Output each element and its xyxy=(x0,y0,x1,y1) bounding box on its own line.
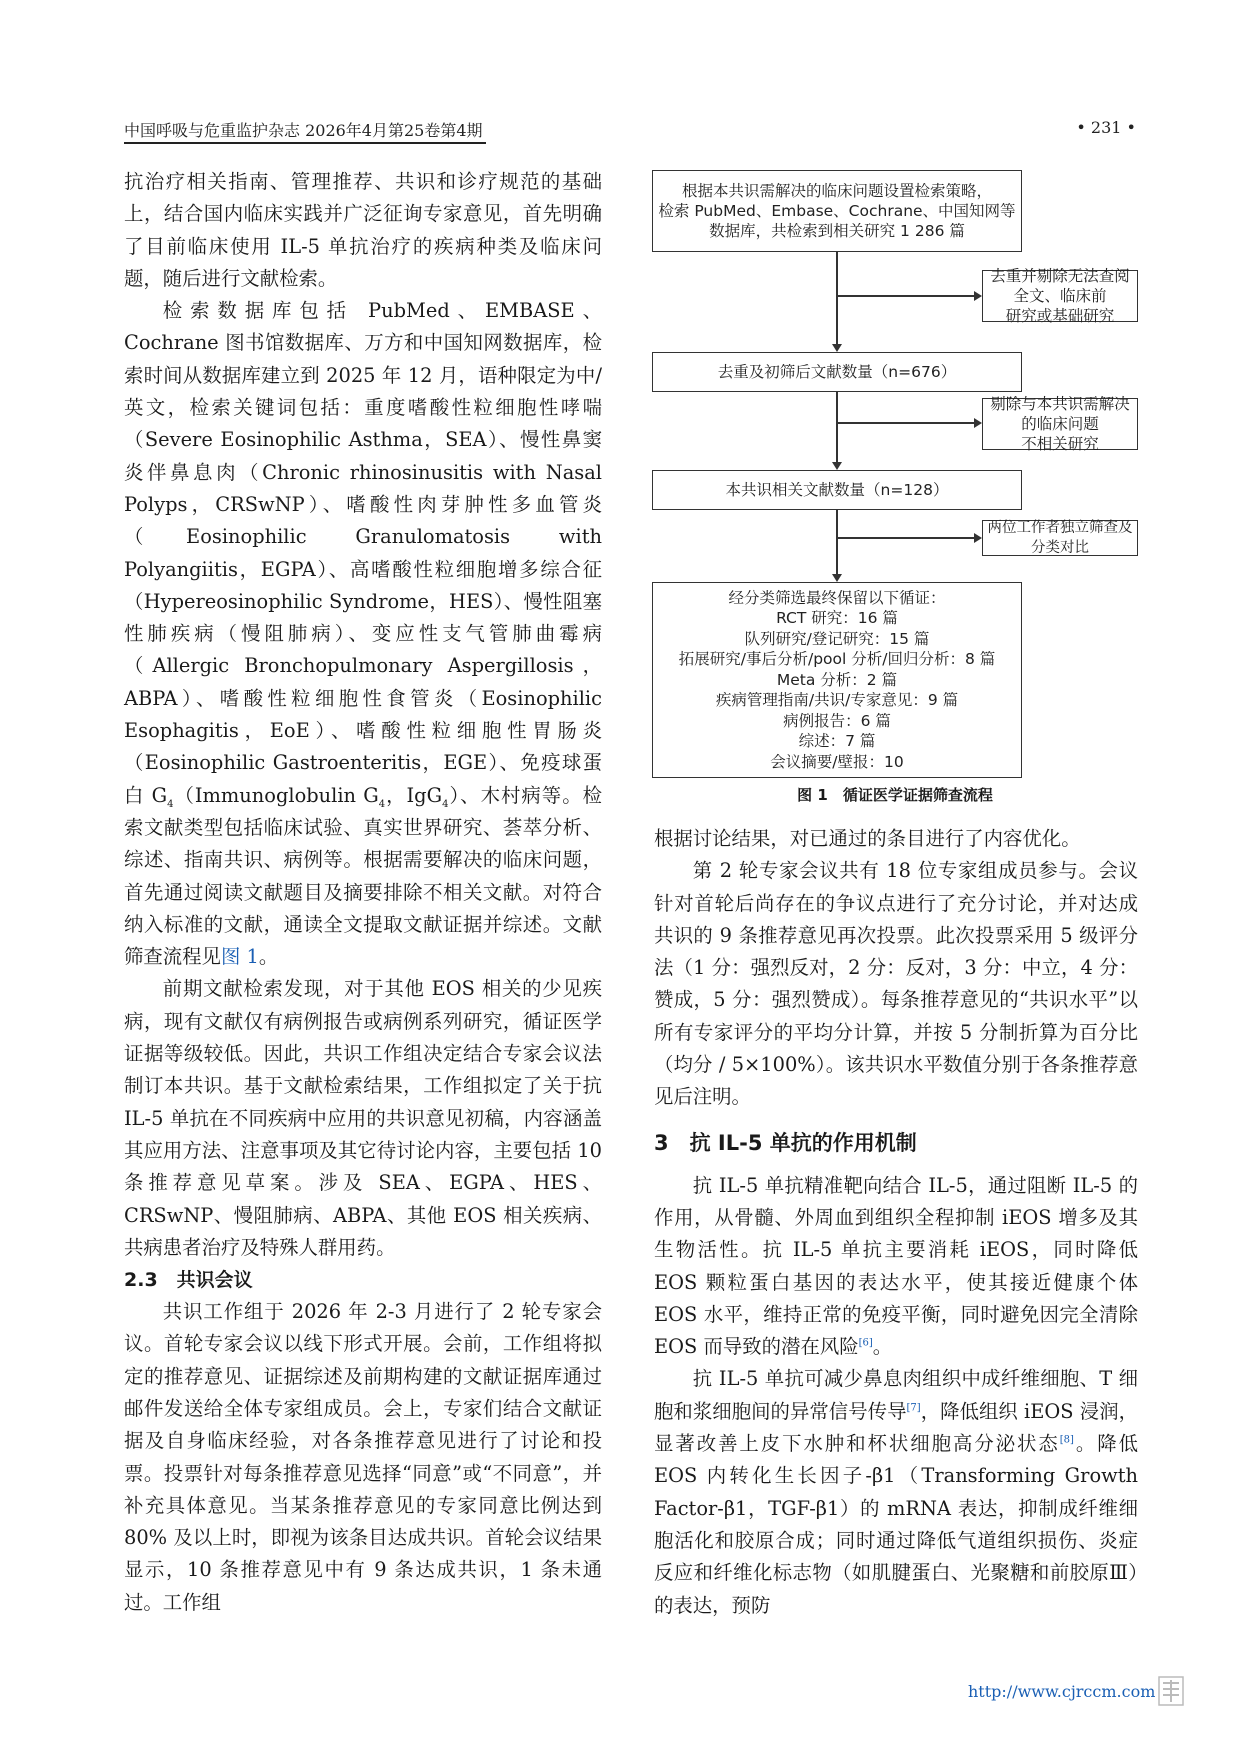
flow-connector xyxy=(836,537,976,539)
flow-box-dual-screen: 两位工作者独立筛查及分类对比 xyxy=(982,520,1138,556)
flow-connector xyxy=(836,295,976,297)
flow-box-relevant: 本共识相关文献数量（n=128） xyxy=(652,470,1022,510)
flow-connector xyxy=(836,252,838,346)
journal-url-link[interactable]: http://www.cjrccm.com xyxy=(968,1682,1156,1701)
reference-link[interactable]: [6] xyxy=(858,1337,873,1349)
arrow-down-icon xyxy=(832,462,842,470)
paragraph: 抗治疗相关指南、管理推荐、共识和诊疗规范的基础上，结合国内临床实践并广泛征询专家意见，首先明确了目前临床使用 IL-5 单抗治疗的疾病种类及临床问题，随后进行文献检索。 xyxy=(124,170,602,290)
arrow-right-icon xyxy=(974,291,982,301)
flowchart xyxy=(652,170,1138,810)
reference-link[interactable]: [7] xyxy=(906,1402,921,1414)
page-number: • 231 • xyxy=(1076,118,1136,137)
flow-connector xyxy=(836,422,976,424)
paragraph: 抗 IL-5 单抗精准靶向结合 IL-5，通过阻断 IL-5 的作用，从骨髓、外周血到组织全程抑制 iEOS 增多及其生物活性。抗 IL-5 单抗主要消耗 iEOS，同时降低 EOS 颗粒蛋白基因的表达水平，使其接近健康个体 EOS 水平，维持正常的免疫平衡，同时避免因完全清除 EOS 而导致的潜在风险[6]。 xyxy=(654,1173,1138,1359)
flow-connector xyxy=(836,392,838,464)
journal-title: 中国呼吸与危重监护杂志 2026年4月第25卷第4期 xyxy=(124,121,483,140)
flow-box-search: 根据本共识需解决的临床问题设置检索策略， 检索 PubMed、Embase、Cochrane、中国知网等 数据库，共检索到相关研究 1 286 篇 xyxy=(652,170,1022,252)
right-column xyxy=(654,823,1138,1622)
section-heading: 3 抗 IL-5 单抗的作用机制 xyxy=(654,1130,917,1155)
figure-caption: 图 1 循证医学证据筛查流程 xyxy=(797,786,993,804)
flow-box-exclude-2: 剔除与本共识需解决的临床问题 不相关研究 xyxy=(982,398,1138,450)
figure-link[interactable]: 图 1 xyxy=(220,945,259,969)
paragraph: 前期文献检索发现，对于其他 EOS 相关的少见疾病，现有文献仅有病例报告或病例系列研究，循证医学证据等级较低。因此，共识工作组决定结合专家会议法制订本共识。基于文献检索结果，工作组拟定了关于抗 IL-5 单抗在不同疾病中应用的共识意见初稿，内容涵盖其应用方法、注意事项及其它待讨论内容，主要包括 10 条推荐意见草案。涉及 SEA、EGPA、HES、CRSwNP、慢阻肺病、ABPA、其他 EOS 相关疾病、共病患者治疗及特殊人群用药。 xyxy=(124,977,602,1259)
arrow-right-icon xyxy=(974,533,982,543)
paragraph-search: 检索数据库包括 PubMed、EMBASE、Cochrane 图书馆数据库、万方和中国知网数据库，检索时间从数据库建立到 2025 年 12 月，语种限定为中/英文，检索关键词包括：重度嗜酸性粒细胞性哮喘（Severe Eosinophilic Asthma，SEA）、慢性鼻窦炎伴鼻息肉（Chronic rhinosinusitis with Nasal Polyps，CRSwNP）、嗜酸性肉芽肿性多血管炎（Eosinophilic Granulomatosis with Polyangiitis，EGPA）、高嗜酸性粒细胞增多综合征（Hypereosinophilic Syndrome，HES）、慢性阻塞性肺疾病（慢阻肺病）、变应性支气管肺曲霉病（Allergic Bronchopulmonary Aspergillosis，ABPA）、嗜酸性粒细胞性食管炎（Eosinophilic Esophagitis，EoE）、嗜酸性粒细胞性胃肠炎（Eosinophilic Gastroenteritis，EGE）、免疫球蛋白 $G_4(Immunoglobulin$ $G_4$，IgG$_4$）、木村病等。检索文献类型包括临床试验、真实世界研究、荟萃分析、综述、指南共识、病例等。根据需要解决的临床问题，首先通过阅读文献题目及摘要排除不相关文献。对符合纳入标准的文献，通读全文提取文献证据并综述。文献筛查流程见图 1。 xyxy=(124,299,602,969)
left-column xyxy=(124,166,602,1619)
flow-connector xyxy=(836,510,838,576)
paragraph: 抗 IL-5 单抗可减少鼻息肉组织中成纤维细胞、T 细胞和浆细胞间的异常信号传导[7]，降低组织 iEOS 浸润，显著改善上皮下水肿和杯状细胞高分泌状态[8]。降低 EOS 内转化生长因子-β1（Transforming Growth Factor-β1，TGF-β1）的 mRNA 表达，抑制成纤维细胞活化和胶原合成；同时通过降低气道组织损伤、炎症反应和纤维化标志物（如肌腱蛋白、光聚糖和前胶原Ⅲ）的表达，预防 xyxy=(654,1367,1139,1617)
arrow-right-icon xyxy=(974,418,982,428)
header-rule xyxy=(124,142,486,144)
running-header xyxy=(124,108,1136,142)
paragraph: 第 2 轮专家会议共有 18 位专家组成员参与。会议针对首轮后尚存在的争议点进行了充分讨论，并对达成共识的 9 条推荐意见再次投票。此次投票采用 5 级评分法（1 分：强烈反对，2 分：反对，3 分：中立，4 分：赞成，5 分：强烈赞成）。每条推荐意见的“共识水平”以所有专家评分的平均分计算，并按 5 分制折算为百分比（均分 / 5×100%）。该共识水平数值分别于各条推荐意见后注明。 xyxy=(654,859,1138,1109)
arrow-down-icon xyxy=(832,344,842,352)
journal-logo-icon xyxy=(1158,1676,1184,1706)
paragraph: 根据讨论结果，对已通过的条目进行了内容优化。 xyxy=(654,827,1081,850)
reference-link[interactable]: [8] xyxy=(1059,1434,1074,1446)
flow-box-screened: 去重及初筛后文献数量（n=676） xyxy=(652,352,1022,392)
paragraph: 共识工作组于 2026 年 2-3 月进行了 2 轮专家会议。首轮专家会议以线下形式开展。会前，工作组将拟定的推荐意见、证据综述及前期构建的文献证据库通过邮件发送给全体专家组成员。会上，专家们结合文献证据及自身临床经验，对各条推荐意见进行了讨论和投票。投票针对每条推荐意见选择“同意”或“不同意”，并补充具体意见。当某条推荐意见的专家同意比例达到 80% 及以上时，即视为该条目达成共识。首轮会议结果显示，10 条推荐意见中有 9 条达成共识，1 条未通过。工作组 xyxy=(124,1300,602,1614)
flow-box-final: 经分类筛选最终保留以下循证： RCT 研究：16 篇 队列研究/登记研究：15 篇 拓展研究/事后分析/pool 分析/回归分析：8 篇 Meta 分析：2 篇 疾病管理指南/共识/专家意见：9 篇 病例报告：6 篇 综述：7 篇 会议摘要/壁报：10 xyxy=(652,582,1022,778)
flow-box-exclude-1: 去重并剔除无法查阅全文、临床前 研究或基础研究 xyxy=(982,270,1138,322)
arrow-down-icon xyxy=(832,574,842,582)
section-heading: 2.3 共识会议 xyxy=(124,1269,253,1292)
